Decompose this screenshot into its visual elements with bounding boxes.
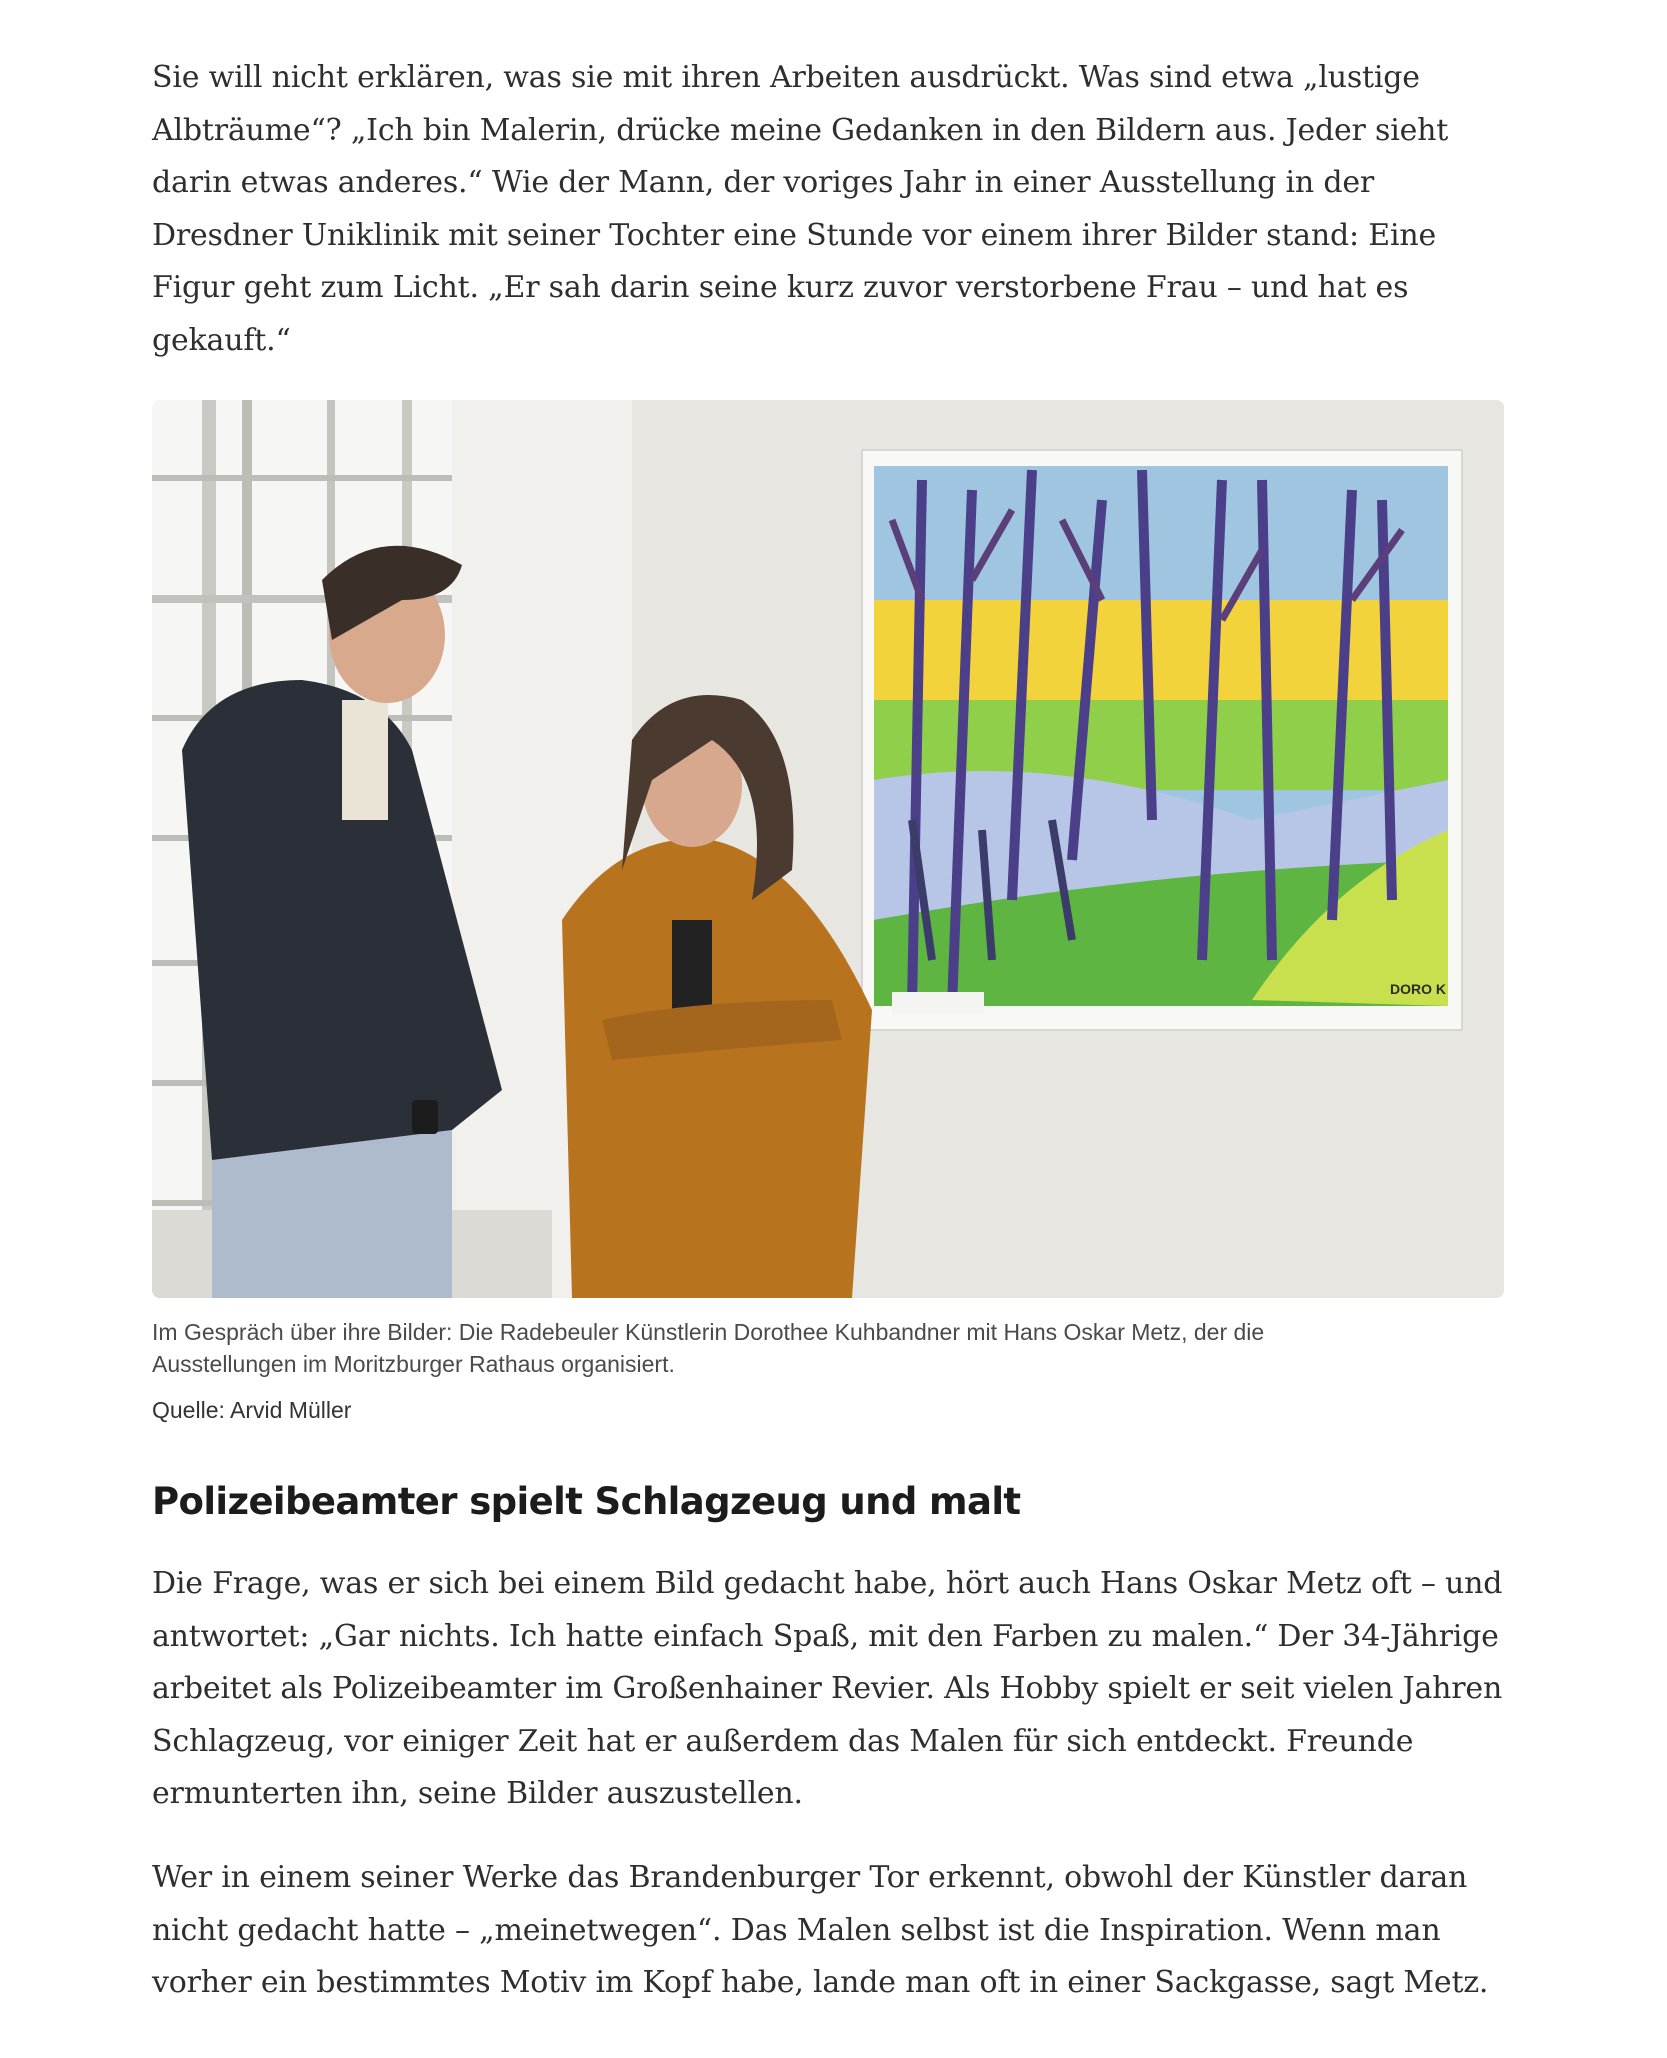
section-heading: Polizeibeamter spielt Schlagzeug und malt bbox=[152, 1480, 1021, 1523]
painting bbox=[862, 450, 1462, 1030]
article-paragraph: Wer in einem seiner Werke das Brandenburger Tor erkennt, obwohl der Künstler daran nicht gedacht hatte – „meinetwegen“. Das Malen selbst ist die Inspiration. Wenn man vorher ein bestimmtes Motiv im Kopf habe, lande man oft in einer Sackgasse, sagt Metz. bbox=[152, 1860, 1489, 2000]
article-paragraph: Sie will nicht erklären, was sie mit ihren Arbeiten ausdrückt. Was sind etwa „lustige Albträume“? „Ich bin Malerin, drücke meine Gedanken in den Bildern aus. Jeder sieht darin etwas anderes.“ Wie der Mann, der voriges Jahr in einer Ausstellung in der Dresdner Uniklinik mit seiner Tochter eine Stunde vor einem ihrer Bilder stand: Eine Figur geht zum Licht. „Er sah darin seine kurz zuvor verstorbene Frau – und hat es gekauft.“ bbox=[152, 60, 1449, 358]
article-body bbox=[152, 52, 1504, 2000]
figure-source: Quelle: Arvid Müller bbox=[152, 1397, 352, 1423]
figure-caption: Im Gespräch über ihre Bilder: Die Radebeuler Künstlerin Dorothee Kuhbandner mit Hans Oskar Metz, der die Ausstellungen im Moritzburger Rathaus organisiert. bbox=[152, 1319, 1265, 1377]
article-figure bbox=[152, 400, 1504, 1426]
exhibition-photo[interactable] bbox=[152, 400, 1504, 1298]
painting-signature: DORO K bbox=[1390, 981, 1446, 997]
article-paragraph: Die Frage, was er sich bei einem Bild gedacht habe, hört auch Hans Oskar Metz oft – und antwortet: „Gar nichts. Ich hatte einfach Spaß, mit den Farben zu malen.“ Der 34-Jährige arbeitet als Polizeibeamter im Großenhainer Revier. Als Hobby spielt er seit vielen Jahren Schlagzeug, vor einiger Zeit hat er außerdem das Malen für sich entdeckt. Freunde ermunterten ihn, seine Bilder auszustellen. bbox=[152, 1566, 1503, 1811]
